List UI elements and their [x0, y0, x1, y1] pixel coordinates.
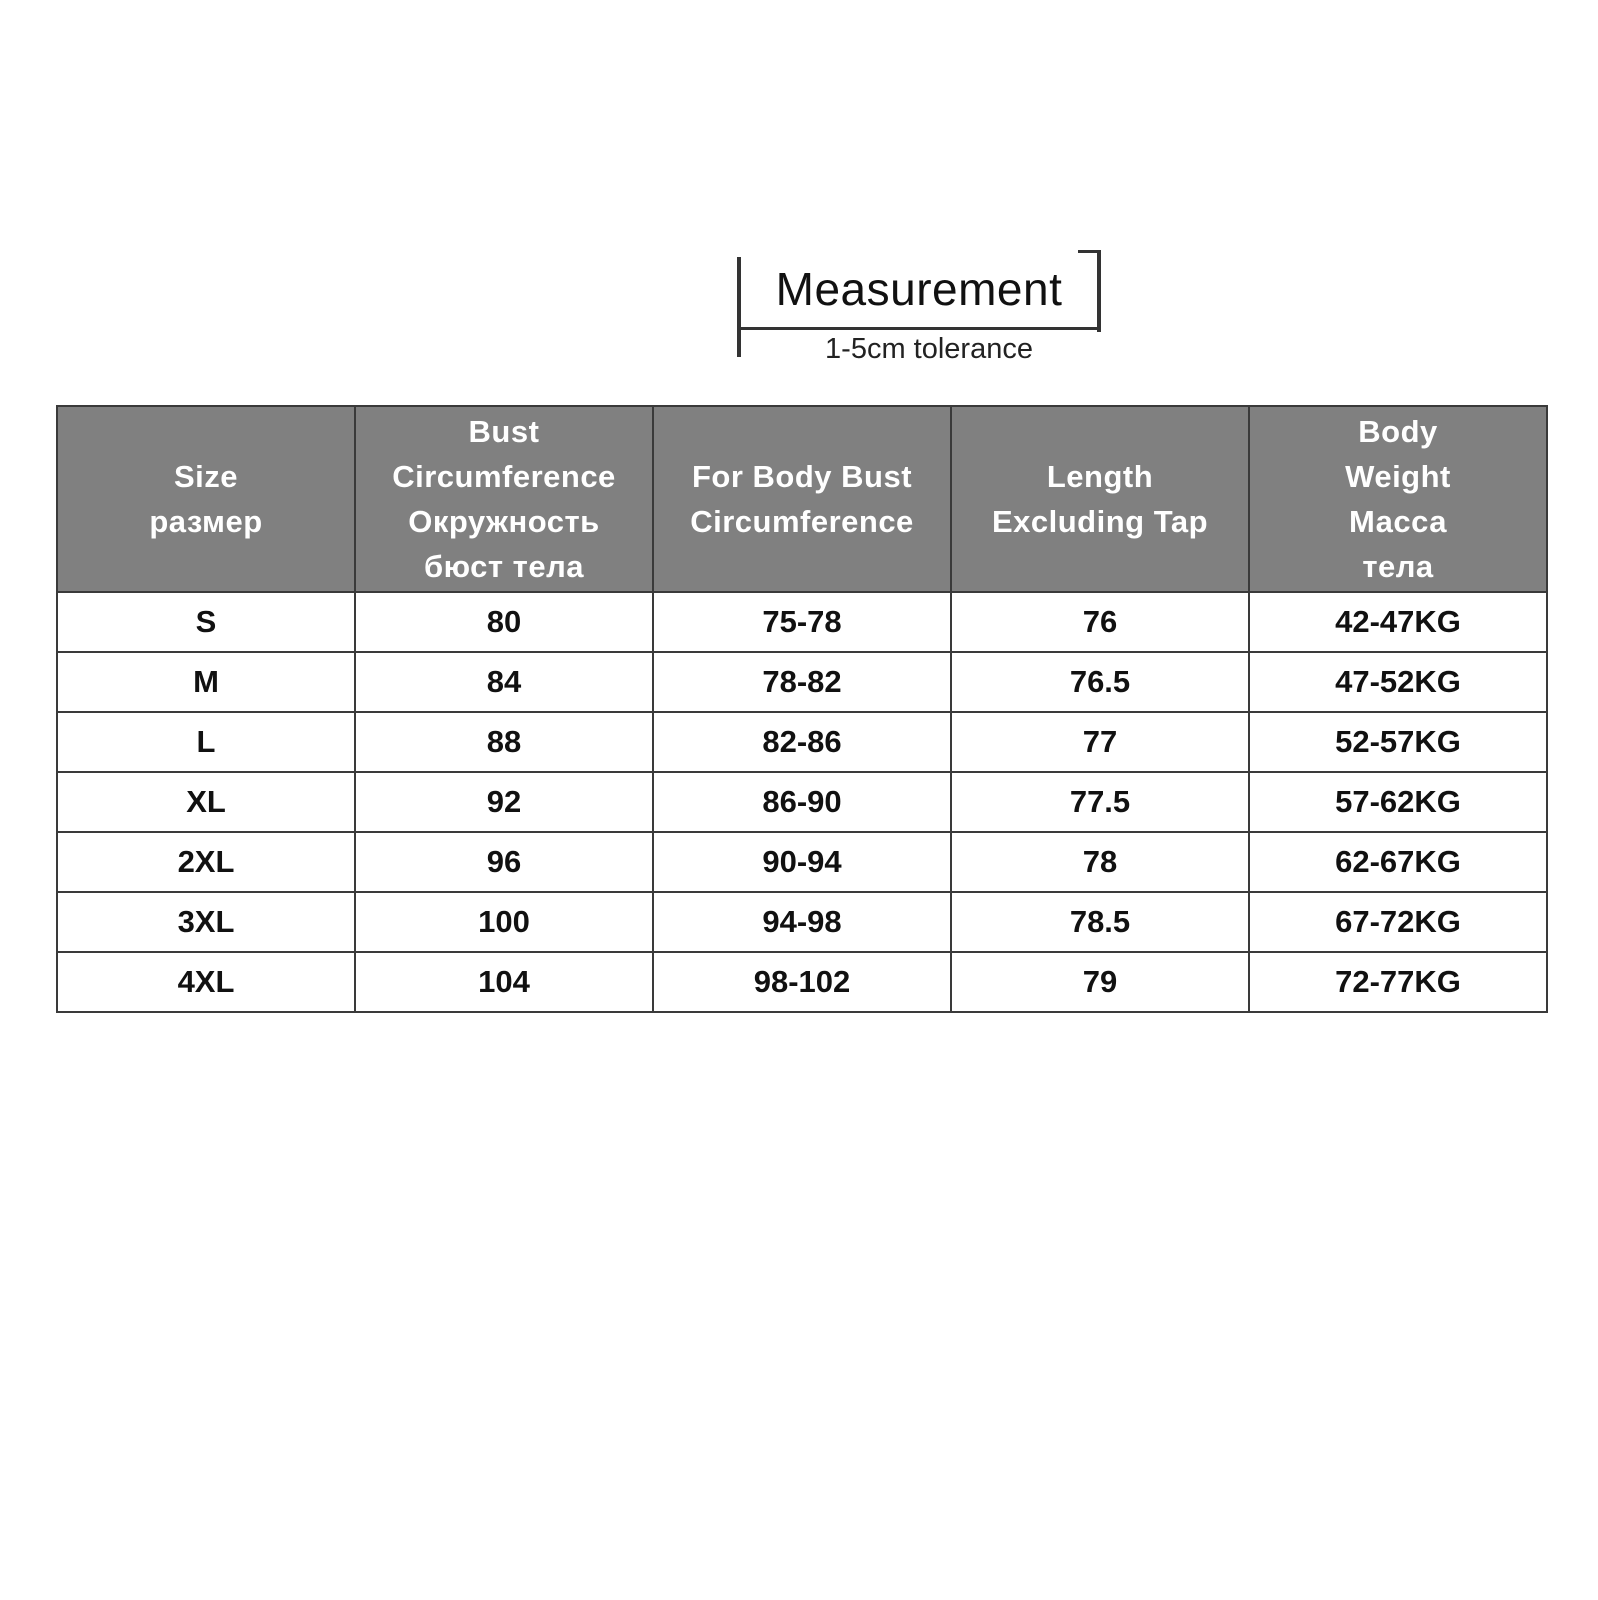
- table-row: [57, 712, 1547, 772]
- header-line: Weight: [1345, 459, 1451, 494]
- header-bust-circumference: [355, 406, 653, 592]
- title-underline: [741, 327, 1101, 330]
- header-body-weight: [1249, 406, 1547, 592]
- header-line: Excluding Tap: [991, 504, 1209, 539]
- page-subtitle: 1-5cm tolerance: [825, 333, 1033, 365]
- cell-size: M: [57, 652, 355, 712]
- cell-bust: 80: [355, 592, 653, 652]
- cell-size: XL: [57, 772, 355, 832]
- size-chart-table: [56, 405, 1548, 1013]
- cell-size: 4XL: [57, 952, 355, 1012]
- table-row: [57, 652, 1547, 712]
- cell-length: 78: [951, 832, 1249, 892]
- cell-size: S: [57, 592, 355, 652]
- cell-bust: 104: [355, 952, 653, 1012]
- table-row: [57, 952, 1547, 1012]
- header-length: [951, 406, 1249, 592]
- cell-bust: 84: [355, 652, 653, 712]
- cell-bust: 88: [355, 712, 653, 772]
- header-line: Bust: [468, 414, 540, 449]
- cell-bust: 92: [355, 772, 653, 832]
- cell-length: 79: [951, 952, 1249, 1012]
- header-line: бюст тела: [423, 549, 585, 584]
- cell-body-bust: 94-98: [653, 892, 951, 952]
- cell-size: L: [57, 712, 355, 772]
- cell-body-bust: 82-86: [653, 712, 951, 772]
- header-line: Масса: [1348, 504, 1448, 539]
- header-for-body-bust: [653, 406, 951, 592]
- table-header-row: [57, 406, 1547, 592]
- cell-size: 2XL: [57, 832, 355, 892]
- cell-body-bust: 90-94: [653, 832, 951, 892]
- cell-weight: 52-57KG: [1249, 712, 1547, 772]
- header-line: Circumference: [690, 504, 914, 539]
- cell-body-bust: 98-102: [653, 952, 951, 1012]
- header-line: Окружность: [408, 504, 600, 539]
- table-row: [57, 772, 1547, 832]
- cell-weight: 57-62KG: [1249, 772, 1547, 832]
- bracket-right-line: [1097, 250, 1101, 332]
- cell-weight: 67-72KG: [1249, 892, 1547, 952]
- cell-length: 78.5: [951, 892, 1249, 952]
- header-line: Length: [1046, 459, 1154, 494]
- cell-length: 77.5: [951, 772, 1249, 832]
- cell-length: 76.5: [951, 652, 1249, 712]
- header-line: Circumference: [392, 459, 616, 494]
- cell-size: 3XL: [57, 892, 355, 952]
- header-line: For Body Bust: [691, 459, 913, 494]
- cell-weight: 42-47KG: [1249, 592, 1547, 652]
- page-title: Measurement: [775, 263, 1063, 315]
- table-row: [57, 892, 1547, 952]
- header-line: размер: [149, 504, 263, 539]
- cell-body-bust: 75-78: [653, 592, 951, 652]
- measurement-title-block: [0, 0, 1598, 380]
- header-line: тела: [1362, 549, 1434, 584]
- header-line: Size: [173, 459, 239, 494]
- table-row: [57, 832, 1547, 892]
- cell-body-bust: 78-82: [653, 652, 951, 712]
- cell-length: 76: [951, 592, 1249, 652]
- cell-body-bust: 86-90: [653, 772, 951, 832]
- table-row: [57, 592, 1547, 652]
- cell-bust: 100: [355, 892, 653, 952]
- cell-weight: 47-52KG: [1249, 652, 1547, 712]
- cell-weight: 72-77KG: [1249, 952, 1547, 1012]
- cell-bust: 96: [355, 832, 653, 892]
- cell-weight: 62-67KG: [1249, 832, 1547, 892]
- header-size: [57, 406, 355, 592]
- cell-length: 77: [951, 712, 1249, 772]
- header-line: Body: [1358, 414, 1438, 449]
